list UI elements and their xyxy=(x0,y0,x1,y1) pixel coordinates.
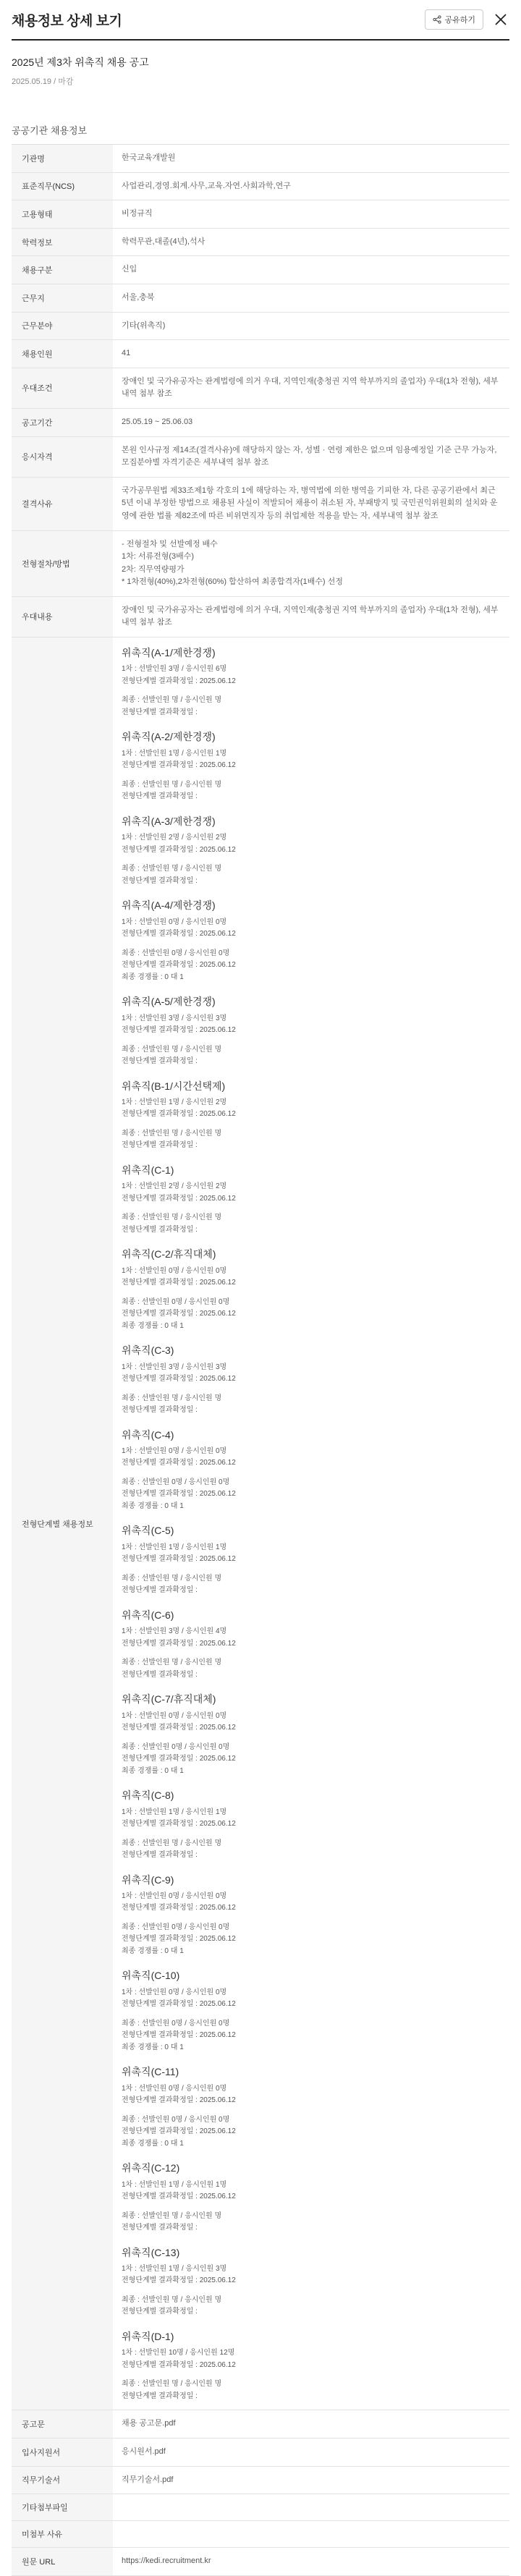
step-group xyxy=(122,1607,501,1681)
info-row xyxy=(12,2521,509,2548)
step-line: 전형단계별 결과확정일 : 2025.06.12 xyxy=(122,1724,236,1732)
step-spacer xyxy=(122,2371,501,2378)
step-spacer xyxy=(122,772,501,779)
step-line: 전형단계별 결과확정일 : 2025.06.12 xyxy=(122,930,236,939)
step-spacer xyxy=(122,687,501,695)
step-line: 1차 : 선발인원 0명 / 응시인원 0명 xyxy=(122,1891,227,1900)
step-line: 1차 : 선발인원 2명 / 응시인원 2명 xyxy=(122,834,227,842)
step-line: 전형단계별 결과확정일 : 2025.06.12 xyxy=(122,1459,236,1467)
step-line: 최종 경쟁률 : 0 대 1 xyxy=(122,1501,184,1510)
step-line: 최종 경쟁률 : 0 대 1 xyxy=(122,973,184,981)
step-group xyxy=(122,1342,501,1416)
step-group-name: 위촉직(C-6) xyxy=(122,1609,174,1621)
step-group xyxy=(122,2160,501,2234)
info-value xyxy=(113,477,509,530)
info-text: 41 xyxy=(122,349,131,358)
step-group xyxy=(122,1691,501,1777)
share-button[interactable] xyxy=(425,9,483,30)
step-line: 1차 : 선발인원 3명 / 응시인원 3명 xyxy=(122,1363,227,1371)
step-line: 최종 : 선발인원 명 / 응시인원 명 xyxy=(122,1574,222,1583)
step-spacer xyxy=(122,1650,501,1657)
step-group-name: 위촉직(B-1/시간선택제) xyxy=(122,1080,226,1092)
step-line: 1차 : 선발인원 0명 / 응시인원 0명 xyxy=(122,1446,227,1455)
step-group-name: 위촉직(C-2/휴직대체) xyxy=(122,1248,216,1261)
info-value xyxy=(113,284,509,312)
step-line: 전형단계별 결과확정일 : xyxy=(122,2224,198,2232)
info-value xyxy=(113,312,509,340)
step-line: 최종 : 선발인원 명 / 응시인원 명 xyxy=(122,696,222,705)
info-row xyxy=(12,2438,509,2466)
step-line: 전형단계별 결과확정일 : 2025.06.12 xyxy=(122,761,236,770)
step-group xyxy=(122,1967,501,2054)
info-text: 비정규직 xyxy=(122,209,153,219)
step-line: 전형단계별 결과확정일 : xyxy=(122,1406,198,1415)
step-group-name: 위촉직(C-1) xyxy=(122,1164,174,1176)
step-line: 최종 : 선발인원 명 / 응시인원 명 xyxy=(122,1213,222,1222)
step-line: 최종 : 선발인원 0명 / 응시인원 0명 xyxy=(122,1923,230,1931)
step-group-name: 위촉직(D-1) xyxy=(122,2330,174,2342)
info-value xyxy=(113,368,509,408)
step-line: 최종 경쟁률 : 0 대 1 xyxy=(122,1946,184,1955)
step-line: 최종 : 선발인원 0명 / 응시인원 0명 xyxy=(122,2019,230,2028)
info-row xyxy=(12,436,509,477)
step-line: 전형단계별 결과확정일 : 2025.06.12 xyxy=(122,2096,236,2105)
step-spacer xyxy=(122,1566,501,1573)
step-line: 최종 : 선발인원 0명 / 응시인원 0명 xyxy=(122,1297,230,1306)
file-link[interactable]: 채용 공고문.pdf xyxy=(122,2419,176,2428)
step-line: 전형단계별 결과확정일 : 2025.06.12 xyxy=(122,1279,236,1287)
step-line: 전형단계별 결과확정일 : xyxy=(122,708,198,716)
posting-date-status: 2025.05.19 / 마감 xyxy=(12,77,74,86)
step-line: 전형단계별 결과확정일 : xyxy=(122,1225,198,1234)
process-lines xyxy=(113,530,509,596)
step-spacer xyxy=(122,1289,501,1297)
info-row xyxy=(12,2466,509,2494)
step-group xyxy=(122,2329,501,2402)
info-label: 근무분야 xyxy=(12,312,113,340)
info-label: 전형단계별 채용정보 xyxy=(12,637,113,2410)
step-spacer xyxy=(122,1205,501,1212)
step-line: 전형단계별 결과확정일 : 2025.06.12 xyxy=(122,1375,236,1384)
info-text: 기타(위촉직) xyxy=(122,321,166,330)
step-line: 전형단계별 결과확정일 : xyxy=(122,1851,198,1860)
info-label: 원문 URL xyxy=(12,2548,113,2576)
step-spacer xyxy=(122,941,501,948)
step-line: 최종 : 선발인원 명 / 응시인원 명 xyxy=(122,1658,222,1667)
step-line: 최종 : 선발인원 명 / 응시인원 명 xyxy=(122,2380,222,2389)
info-row xyxy=(12,408,509,436)
step-group xyxy=(122,1078,501,1152)
step-spacer xyxy=(122,1037,501,1044)
step-group xyxy=(122,729,501,802)
info-label: 미첨부 사유 xyxy=(12,2521,113,2548)
step-line: 1차 : 선발인원 3명 / 응시인원 6명 xyxy=(122,665,227,674)
step-line: 최종 경쟁률 : 0 대 1 xyxy=(122,1321,184,1330)
info-label: 채용구분 xyxy=(12,256,113,284)
step-group-name: 위촉직(C-8) xyxy=(122,1789,174,1802)
header xyxy=(12,0,509,41)
step-line: 1차 : 선발인원 2명 / 응시인원 2명 xyxy=(122,1182,227,1191)
step-line: 전형단계별 결과확정일 : 2025.06.12 xyxy=(122,1820,236,1829)
info-row xyxy=(12,228,509,256)
info-row xyxy=(12,2494,509,2521)
info-label: 채용인원 xyxy=(12,340,113,368)
step-group xyxy=(122,645,501,719)
step-line: 최종 : 선발인원 0명 / 응시인원 0명 xyxy=(122,1742,230,1751)
info-label: 우대내용 xyxy=(12,596,113,637)
step-spacer xyxy=(122,1915,501,1922)
step-group xyxy=(122,1162,501,1236)
step-group-name: 위촉직(C-3) xyxy=(122,1344,174,1357)
step-line: 전형단계별 결과확정일 : 2025.06.12 xyxy=(122,2276,236,2285)
info-text: 학력무관,대졸(4년),석사 xyxy=(122,237,206,246)
step-spacer xyxy=(122,1831,501,1838)
step-group-name: 위촉직(C-5) xyxy=(122,1525,174,1537)
step-spacer xyxy=(122,2011,501,2018)
info-value xyxy=(113,228,509,256)
info-value xyxy=(113,2521,509,2548)
step-group-name: 위촉직(A-1/제한경쟁) xyxy=(122,647,216,659)
step-group xyxy=(122,1522,501,1596)
info-text: 장애인 및 국가유공자는 관계법령에 의거 우대, 지역인재(충청권 지역 학부까지의 졸업자) 우대(1차 전형), 세부내역 첨부 참조 xyxy=(122,376,499,399)
step-spacer xyxy=(122,1470,501,1477)
info-value xyxy=(113,172,509,200)
step-group-name: 위촉직(C-12) xyxy=(122,2162,180,2174)
file-link[interactable]: 응시원서.pdf xyxy=(122,2446,166,2456)
step-group-name: 위촉직(C-4) xyxy=(122,1428,174,1441)
info-row xyxy=(12,256,509,284)
step-line: 전형단계별 결과확정일 : 2025.06.12 xyxy=(122,961,236,970)
step-line: 1차 : 선발인원 1명 / 응시인원 1명 xyxy=(122,1543,227,1551)
steps-list xyxy=(113,637,509,2410)
info-text: 한국교육개발원 xyxy=(122,153,176,162)
share-label: 공유하기 xyxy=(444,16,475,25)
step-line: 최종 : 선발인원 명 / 응시인원 명 xyxy=(122,1839,222,1847)
step-line: 전형단계별 결과확정일 : 2025.06.12 xyxy=(122,1555,236,1564)
step-line: 1차 : 선발인원 1명 / 응시인원 2명 xyxy=(122,1098,227,1106)
step-line: 전형단계별 결과확정일 : xyxy=(122,2308,198,2316)
step-group-name: 위촉직(C-9) xyxy=(122,1873,174,1886)
step-line: 최종 : 선발인원 명 / 응시인원 명 xyxy=(122,1045,222,1054)
info-value xyxy=(113,2466,509,2494)
step-line: 1차 : 선발인원 0명 / 응시인원 0명 xyxy=(122,1988,227,1996)
step-line: 최종 : 선발인원 0명 / 응시인원 0명 xyxy=(122,949,230,957)
step-spacer xyxy=(122,1121,501,1128)
info-value xyxy=(113,340,509,368)
step-line: 전형단계별 결과확정일 : 2025.06.12 xyxy=(122,2127,236,2136)
info-text: 본원 인사규정 제14조(결격사유)에 해당하지 않는 자, 성별 · 연령 제한은 없으며 임용예정일 기준 근무 가능자, 모집분야별 자격기준은 세부내역 첨부 참조 xyxy=(122,445,497,467)
share-icon xyxy=(433,15,441,24)
step-group xyxy=(122,1427,501,1513)
step-line: 1차 : 선발인원 1명 / 응시인원 1명 xyxy=(122,1808,227,1816)
info-value xyxy=(113,436,509,477)
step-group xyxy=(122,1872,501,1958)
step-line: 전형단계별 결과확정일 : 2025.06.12 xyxy=(122,1194,236,1203)
step-line: 최종 : 선발인원 명 / 응시인원 명 xyxy=(122,1394,222,1402)
info-value xyxy=(113,200,509,229)
step-group-name: 위촉직(A-3/제한경쟁) xyxy=(122,815,216,827)
step-line: 전형단계별 결과확정일 : xyxy=(122,1586,198,1595)
info-row xyxy=(12,340,509,368)
close-icon xyxy=(494,13,507,26)
step-line: 최종 : 선발인원 명 / 응시인원 명 xyxy=(122,780,222,789)
step-line: 전형단계별 결과확정일 : xyxy=(122,1670,198,1679)
step-line: 전형단계별 결과확정일 : 2025.06.12 xyxy=(122,1110,236,1119)
step-line: 1차 : 선발인원 1명 / 응시인원 3명 xyxy=(122,2264,227,2273)
step-line: 전형단계별 결과확정일 : 2025.06.12 xyxy=(122,2031,236,2040)
info-label: 고용형태 xyxy=(12,200,113,229)
step-line: 전형단계별 결과확정일 : 2025.06.12 xyxy=(122,1904,236,1912)
step-spacer xyxy=(122,1386,501,1393)
info-text: 서울,충북 xyxy=(122,292,155,302)
step-group xyxy=(122,813,501,887)
info-row xyxy=(12,284,509,312)
file-link[interactable]: https://kedi.recruitment.kr xyxy=(122,2556,211,2566)
step-line: 전형단계별 결과확정일 : xyxy=(122,876,198,885)
posting-title: 2025년 제3차 위촉직 채용 공고 xyxy=(12,56,149,68)
posting-summary xyxy=(12,41,509,87)
info-label: 기타첨부파일 xyxy=(12,2494,113,2521)
step-line: 최종 경쟁률 : 0 대 1 xyxy=(122,2139,184,2148)
step-line: 전형단계별 결과확정일 : 2025.06.12 xyxy=(122,2192,236,2201)
info-text: 25.05.19 ~ 25.06.03 xyxy=(122,417,193,426)
info-row-process xyxy=(12,530,509,596)
info-row xyxy=(12,145,509,173)
step-group-name: 위촉직(C-13) xyxy=(122,2246,180,2258)
step-group xyxy=(122,2064,501,2150)
step-line: 최종 경쟁률 : 0 대 1 xyxy=(122,2043,184,2051)
step-line: 최종 : 선발인원 0명 / 응시인원 0명 xyxy=(122,2115,230,2124)
step-line: 1차 : 선발인원 1명 / 응시인원 1명 xyxy=(122,2180,227,2189)
step-line: 전형단계별 결과확정일 : 2025.06.12 xyxy=(122,2360,236,2369)
step-line: 1차 : 선발인원 0명 / 응시인원 0명 xyxy=(122,2084,227,2093)
step-line: 전형단계별 결과확정일 : 2025.06.12 xyxy=(122,1935,236,1944)
info-row xyxy=(12,477,509,530)
step-line: 전형단계별 결과확정일 : 2025.06.12 xyxy=(122,845,236,854)
info-label: 근무지 xyxy=(12,284,113,312)
step-group-name: 위촉직(C-7/휴직대체) xyxy=(122,1693,216,1706)
info-text: 신입 xyxy=(122,265,137,274)
step-line: 전형단계별 결과확정일 : xyxy=(122,2391,198,2400)
file-link[interactable]: 직무기술서.pdf xyxy=(122,2475,174,2484)
step-line: 전형단계별 결과확정일 : xyxy=(122,792,198,801)
info-value xyxy=(113,2548,509,2576)
info-label: 직무기술서 xyxy=(12,2466,113,2494)
info-row-preference xyxy=(12,596,509,637)
step-spacer xyxy=(122,856,501,863)
step-line: 전형단계별 결과확정일 : 2025.06.12 xyxy=(122,2000,236,2009)
info-value: 장애인 및 국가유공자는 관계법령에 의거 우대, 지역인재(충청권 지역 학부까지의 졸업자) 우대(1차 전형), 세부내역 첨부 참조 xyxy=(113,596,509,637)
step-group-name: 위촉직(A-5/제한경쟁) xyxy=(122,996,216,1008)
process-line: 1차: 서류전형(3배수) xyxy=(122,552,195,562)
step-line: 전형단계별 결과확정일 : 2025.06.12 xyxy=(122,1639,236,1648)
info-label: 우대조건 xyxy=(12,368,113,408)
info-label: 결격사유 xyxy=(12,477,113,530)
info-row xyxy=(12,172,509,200)
section-title: 공공기관 채용정보 xyxy=(12,125,88,136)
step-line: 전형단계별 결과확정일 : 2025.06.12 xyxy=(122,1026,236,1035)
info-label: 입사지원서 xyxy=(12,2438,113,2466)
process-line: * 1차전형(40%),2차전형(60%) 합산하여 최종합격자(1배수) 선정 xyxy=(122,577,343,587)
info-value xyxy=(113,2494,509,2521)
step-group-name: 위촉직(A-2/제한경쟁) xyxy=(122,731,216,743)
process-line: 2차: 직무역량평가 xyxy=(122,564,185,574)
step-spacer xyxy=(122,2203,501,2211)
step-line: 1차 : 선발인원 0명 / 응시인원 0명 xyxy=(122,1711,227,1720)
step-group-name: 위촉직(C-11) xyxy=(122,2066,179,2078)
info-text: 국가공무원법 제33조제1항 각호의 1에 해당하는 자, 병역법에 의한 병역을 기피한 자, 다른 공공기관에서 최근 5년 이내 부정한 방법으로 채용된 사실이 적발되어 채용이 취소된 자, 부패방지 및 국민권익위원회의 설치와 운영에 관한 법률 제82조에 따른 비위면직자 등의 취업제한 적용을 받는 자, 세부내역 첨부 참조 xyxy=(122,486,498,520)
step-line: 1차 : 선발인원 3명 / 응시인원 3명 xyxy=(122,1014,227,1022)
step-group xyxy=(122,993,501,1067)
step-spacer xyxy=(122,2107,501,2114)
step-line: 전형단계별 결과확정일 : 2025.06.12 xyxy=(122,1755,236,1763)
step-line: 최종 : 선발인원 0명 / 응시인원 0명 xyxy=(122,1478,230,1486)
page-title: 채용정보 상세 보기 xyxy=(12,13,122,29)
info-label: 표준직무(NCS) xyxy=(12,172,113,200)
step-group xyxy=(122,897,501,983)
step-line: 1차 : 선발인원 0명 / 응시인원 0명 xyxy=(122,918,227,926)
step-line: 전형단계별 결과확정일 : 2025.06.12 xyxy=(122,1490,236,1499)
header-actions xyxy=(425,9,509,30)
step-line: 전형단계별 결과확정일 : xyxy=(122,1057,198,1066)
step-line: 전형단계별 결과확정일 : 2025.06.12 xyxy=(122,1310,236,1318)
step-line: 1차 : 선발인원 3명 / 응시인원 4명 xyxy=(122,1627,227,1636)
info-row-steps xyxy=(12,637,509,2410)
process-line: - 전형절차 및 선발예정 배수 xyxy=(122,539,218,548)
step-line: 최종 : 선발인원 명 / 응시인원 명 xyxy=(122,1129,222,1137)
step-group xyxy=(122,1787,501,1861)
step-line: 전형단계별 결과확정일 : xyxy=(122,1141,198,1150)
info-value xyxy=(113,256,509,284)
step-group xyxy=(122,2245,501,2318)
step-group-name: 위촉직(C-10) xyxy=(122,1970,180,1982)
step-line: 최종 : 선발인원 명 / 응시인원 명 xyxy=(122,865,222,873)
info-value xyxy=(113,2410,509,2439)
step-line: 최종 : 선발인원 명 / 응시인원 명 xyxy=(122,2211,222,2220)
info-row xyxy=(12,2410,509,2439)
step-line: 전형단계별 결과확정일 : 2025.06.12 xyxy=(122,677,236,685)
step-spacer xyxy=(122,1734,501,1742)
step-line: 최종 : 선발인원 명 / 응시인원 명 xyxy=(122,2295,222,2304)
close-button[interactable] xyxy=(492,11,509,28)
info-row xyxy=(12,2548,509,2576)
info-row xyxy=(12,368,509,408)
info-value xyxy=(113,2438,509,2466)
step-line: 최종 경쟁률 : 0 대 1 xyxy=(122,1766,184,1775)
recruitment-info-table xyxy=(12,144,509,2576)
step-line: 1차 : 선발인원 0명 / 응시인원 0명 xyxy=(122,1266,227,1275)
step-line: 1차 : 선발인원 1명 / 응시인원 1명 xyxy=(122,749,227,758)
info-value xyxy=(113,145,509,173)
step-group-name: 위촉직(A-4/제한경쟁) xyxy=(122,899,216,912)
info-row xyxy=(12,312,509,340)
step-spacer xyxy=(122,2287,501,2295)
info-label: 기관명 xyxy=(12,145,113,173)
step-group xyxy=(122,1246,501,1332)
info-text: 사업관리,경영.회계.사무,교육.자연.사회과학,연구 xyxy=(122,181,291,190)
info-label: 학력정보 xyxy=(12,228,113,256)
info-label: 응시자격 xyxy=(12,436,113,477)
step-line: 1차 : 선발인원 10명 / 응시인원 12명 xyxy=(122,2349,235,2357)
info-label: 공고기간 xyxy=(12,408,113,436)
info-label: 전형절차/방법 xyxy=(12,530,113,596)
info-row xyxy=(12,200,509,229)
info-label: 공고문 xyxy=(12,2410,113,2439)
info-value xyxy=(113,408,509,436)
